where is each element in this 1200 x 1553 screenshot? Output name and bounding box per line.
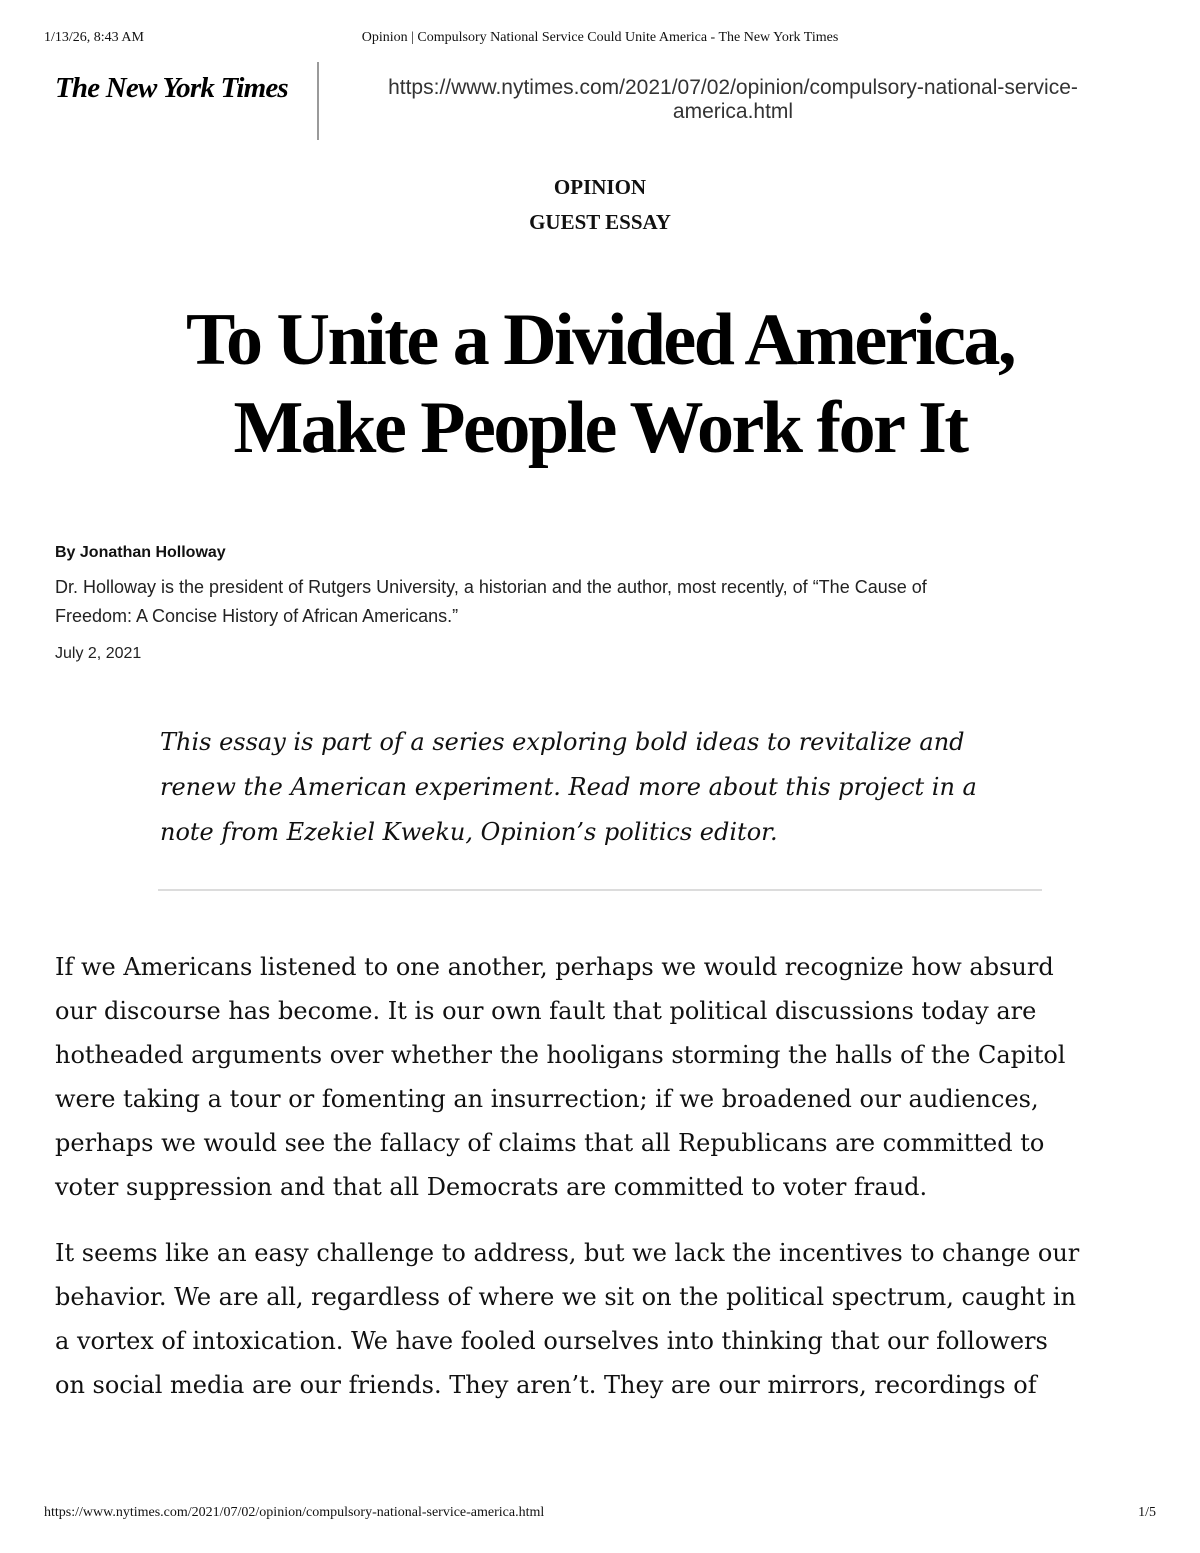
series-note-line[interactable]: note from Ezekiel Kweku, Opinion’s politics editor. xyxy=(160,818,778,846)
article-headline xyxy=(100,296,1100,472)
author-bio xyxy=(55,573,1115,631)
body-line: voter suppression and that all Democrats are committed to voter fraud. xyxy=(55,1173,928,1201)
body-line: If we Americans listened to one another, perhaps we would recognize how absurd xyxy=(55,953,1054,981)
author-bio-line-1: Dr. Holloway is the president of Rutgers University, a historian and the author, most recently, of “The Cause of xyxy=(55,577,927,597)
headline-line-2: Make People Work for It xyxy=(233,387,967,469)
page-number: 1/5 xyxy=(1138,1505,1156,1520)
masthead-divider xyxy=(317,62,319,140)
body-line: on social media are our friends. They aren’t. They are our mirrors, recordings of xyxy=(55,1371,1037,1399)
print-footer xyxy=(44,1505,1156,1525)
article-url[interactable] xyxy=(333,76,1133,124)
headline-line-1: To Unite a Divided America, xyxy=(185,299,1014,381)
masthead xyxy=(55,62,1165,142)
body-line: a vortex of intoxication. We have fooled ourselves into thinking that our followers xyxy=(55,1327,1048,1355)
body-line: It seems like an easy challenge to address, but we lack the incentives to change our xyxy=(55,1239,1080,1267)
article-url-line-2: america.html xyxy=(672,100,794,123)
body-line: were taking a tour or fomenting an insurrection; if we broadened our audiences, xyxy=(55,1085,1039,1113)
body-line: hotheaded arguments over whether the hooligans storming the halls of the Capitol xyxy=(55,1041,1066,1069)
divider-rule xyxy=(158,889,1042,891)
body-paragraph-2 xyxy=(55,1231,1155,1407)
section-label[interactable]: OPINION xyxy=(553,175,647,199)
guest-essay-label: GUEST ESSAY xyxy=(529,210,671,234)
author-bio-line-2: Freedom: A Concise History of African Americans.” xyxy=(55,606,459,626)
print-page-title: Opinion | Compulsory National Service Could Unite America - The New York Times xyxy=(361,30,839,45)
print-header xyxy=(44,30,1156,50)
body-paragraph-1 xyxy=(55,945,1155,1209)
article-url-line-1: https://www.nytimes.com/2021/07/02/opinion/compulsory-national-service- xyxy=(388,76,1078,99)
nyt-logo[interactable]: The New York Times xyxy=(55,72,288,104)
body-line: our discourse has become. It is our own fault that political discussions today are xyxy=(55,997,1037,1025)
publish-date: July 2, 2021 xyxy=(55,645,142,662)
footer-url: https://www.nytimes.com/2021/07/02/opinion/compulsory-national-service-america.html xyxy=(44,1505,545,1520)
body-line: perhaps we would see the fallacy of claims that all Republicans are committed to xyxy=(55,1129,1045,1157)
series-note xyxy=(160,720,1040,855)
print-datetime: 1/13/26, 8:43 AM xyxy=(44,30,144,45)
byline[interactable]: By Jonathan Holloway xyxy=(55,544,226,561)
series-note-line: This essay is part of a series exploring bold ideas to revitalize and xyxy=(160,728,965,756)
body-line: behavior. We are all, regardless of where we sit on the political spectrum, caught in xyxy=(55,1283,1076,1311)
series-note-line[interactable]: renew the American experiment. Read more about this project in a xyxy=(160,773,977,801)
